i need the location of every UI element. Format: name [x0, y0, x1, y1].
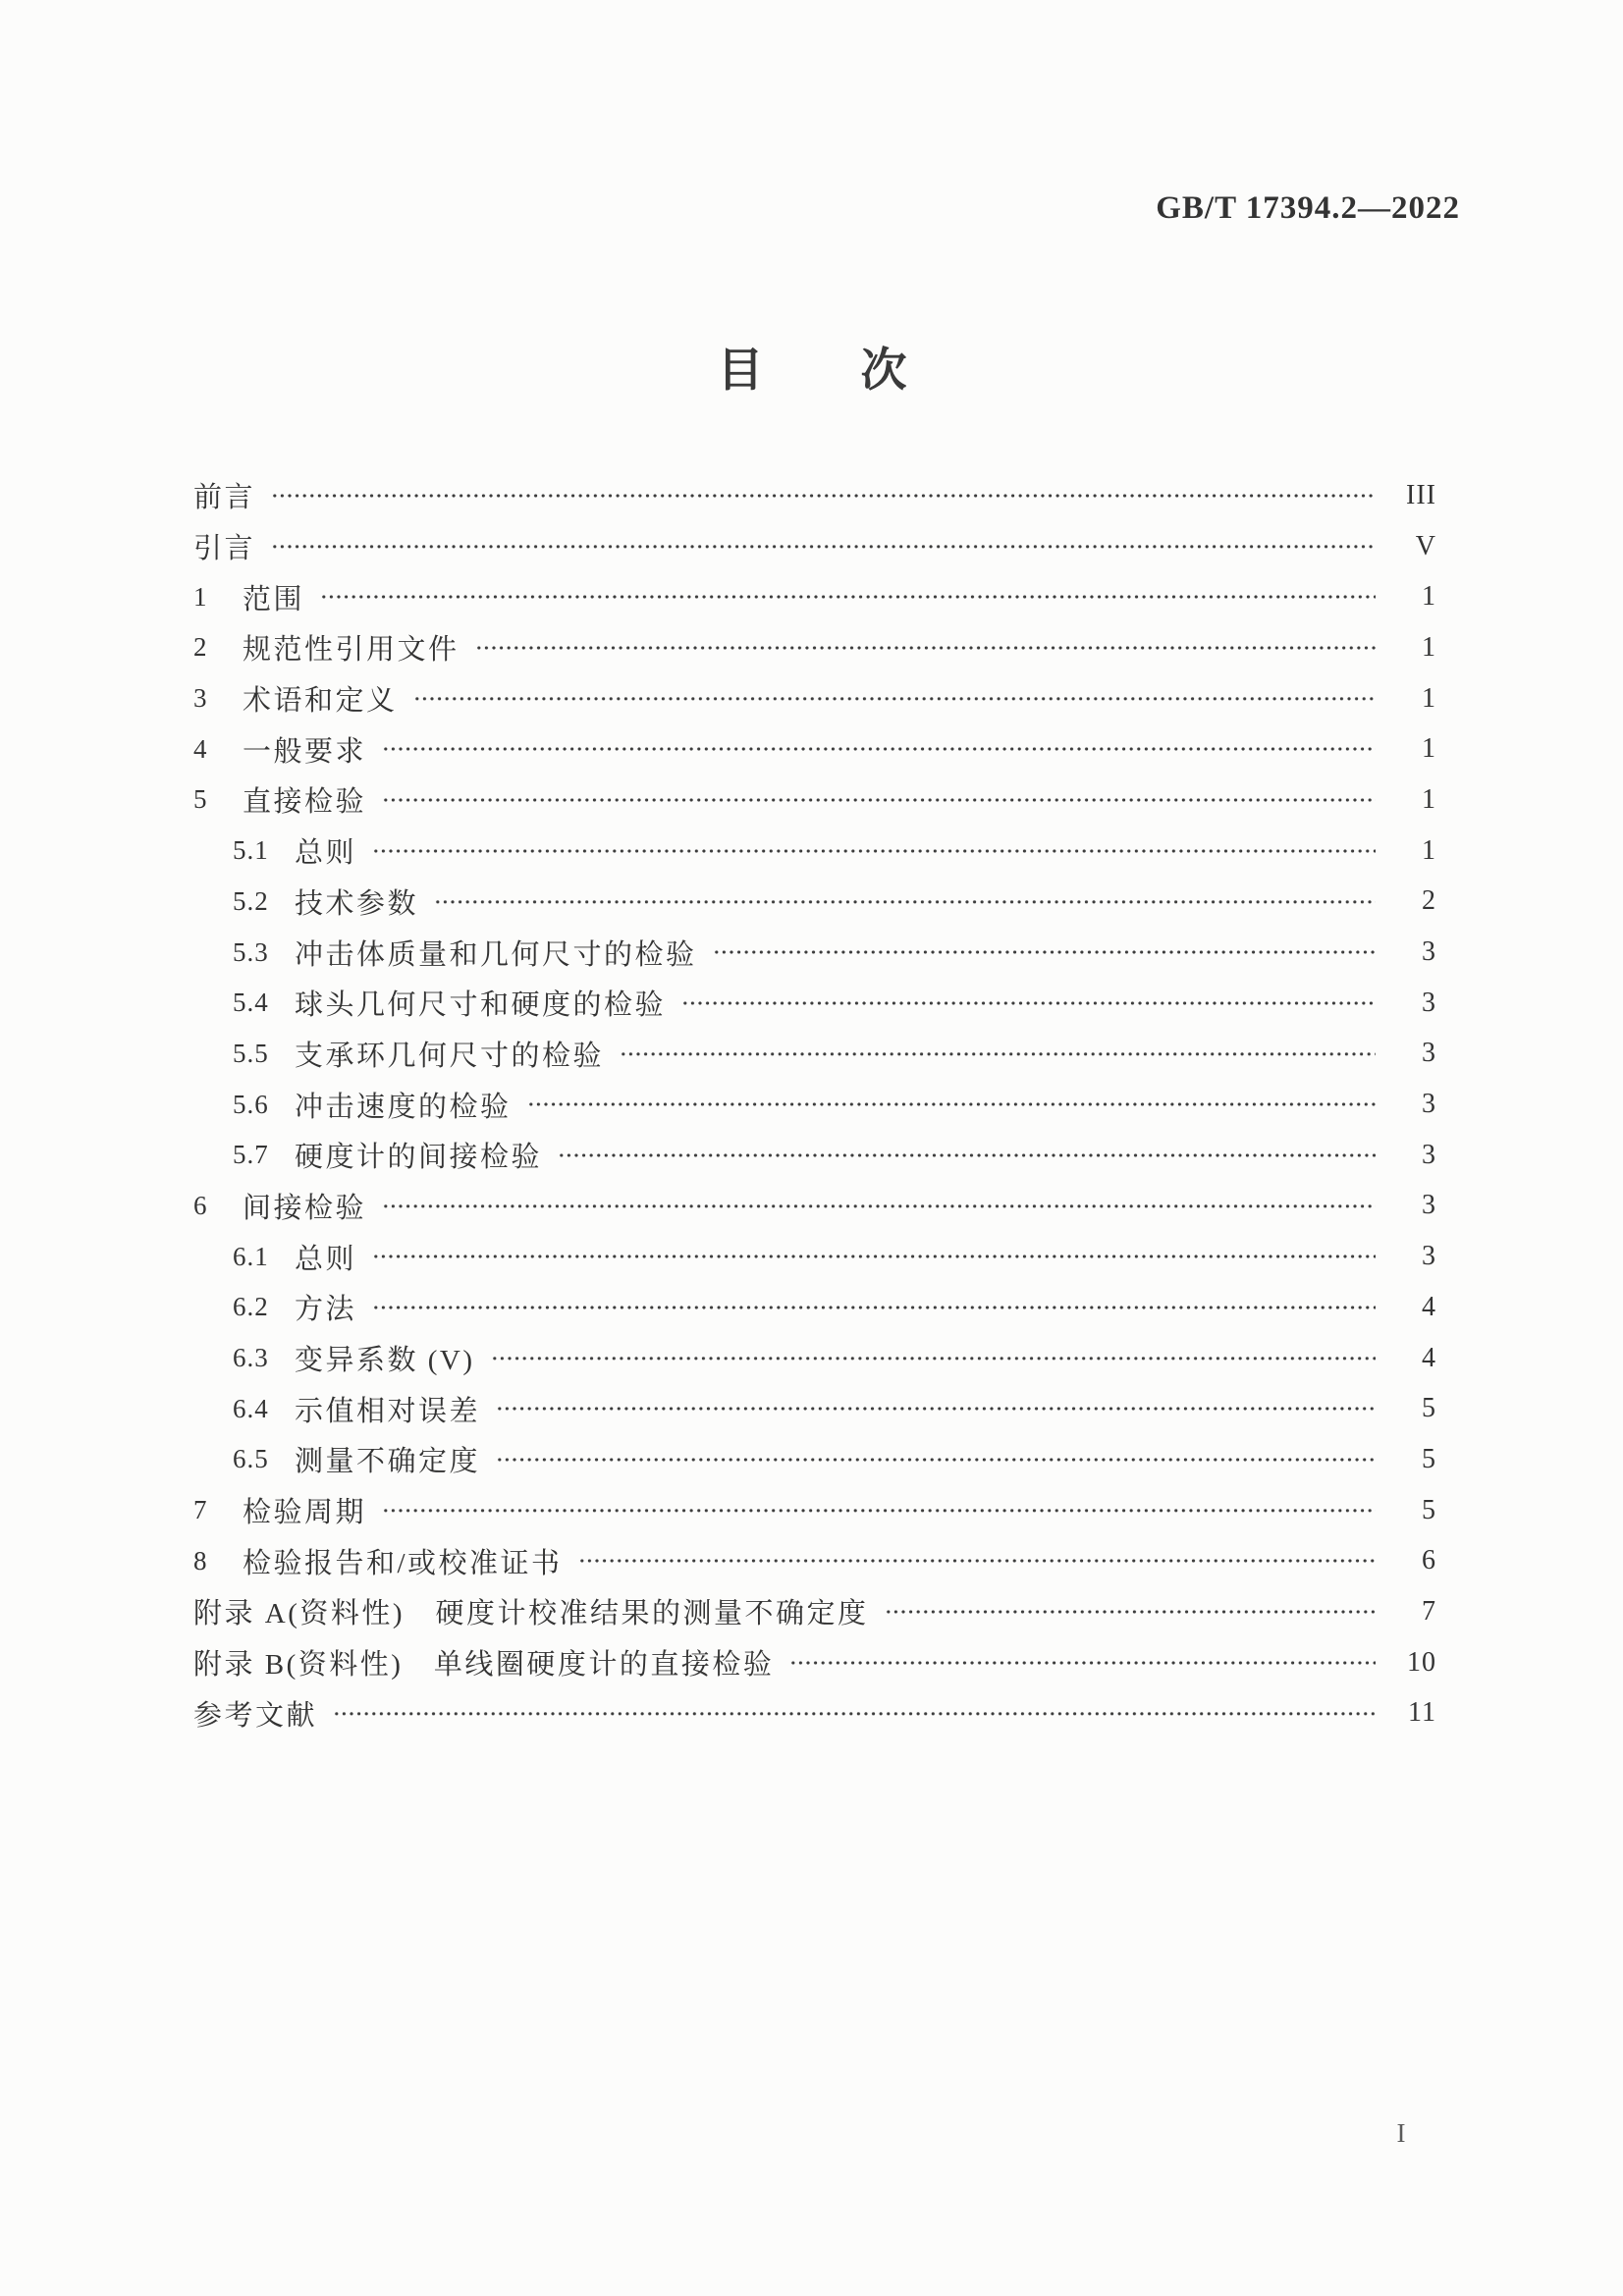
- toc-leader-dots: [413, 673, 1376, 724]
- toc-leader-dots: [434, 877, 1376, 928]
- toc-entry-number: 5.6: [233, 1089, 269, 1119]
- toc-entry: [193, 673, 1436, 724]
- toc-entry-label: 检验周期: [243, 1497, 367, 1529]
- toc-entry: [193, 1333, 1436, 1384]
- toc-entry-label: 冲击速度的检验: [295, 1091, 512, 1123]
- toc-entry-number: 5.1: [233, 835, 269, 866]
- toc-entry: [193, 470, 1436, 521]
- toc-entry: [193, 521, 1436, 572]
- toc-entry-label: 技术参数: [295, 887, 419, 920]
- toc-entry-number: 4: [193, 733, 208, 764]
- standard-number-header: GB/T 17394.2—2022: [1156, 190, 1460, 226]
- footer-page-number: I: [1396, 2118, 1406, 2148]
- toc-entry: [193, 1079, 1436, 1130]
- toc-page-number: 3: [1422, 1089, 1436, 1120]
- toc-entry-label: 附录 B(资料性) 单线圈硬度计的直接检验: [193, 1649, 775, 1682]
- toc-page-number: V: [1415, 530, 1436, 561]
- toc-leader-dots: [382, 723, 1376, 774]
- toc-entry-number: 6.5: [233, 1444, 269, 1474]
- toc-page-number: 3: [1422, 1139, 1436, 1170]
- toc-entry-number: 6.2: [233, 1292, 269, 1322]
- toc-entry-label: 变异系数 (V): [295, 1345, 475, 1377]
- toc-page-number: 2: [1422, 885, 1436, 917]
- toc-leader-dots: [475, 622, 1376, 673]
- toc-page-number: 7: [1422, 1595, 1436, 1627]
- toc-entry: [193, 1535, 1436, 1586]
- toc-entry: [193, 826, 1436, 877]
- toc-entry: [193, 1637, 1436, 1688]
- toc-entry: [193, 877, 1436, 928]
- toc-entry: [193, 1688, 1436, 1739]
- toc-entry: [193, 1434, 1436, 1485]
- toc-entry: [193, 1383, 1436, 1434]
- toc-leader-dots: [789, 1637, 1376, 1688]
- toc-entry-number: 1: [193, 581, 208, 612]
- toc-entry-number: 5.2: [233, 885, 269, 916]
- toc-entry-label: 示值相对误差: [295, 1395, 481, 1427]
- toc-leader-dots: [578, 1535, 1376, 1586]
- toc-page-number: III: [1406, 479, 1436, 510]
- toc-entry-label: 支承环几何尺寸的检验: [295, 1040, 605, 1072]
- toc-page-number: 4: [1422, 1342, 1436, 1373]
- toc-entry: [193, 1029, 1436, 1080]
- toc-page-number: 3: [1422, 1190, 1436, 1221]
- toc-entry: [193, 1485, 1436, 1536]
- toc-entry-label: 间接检验: [243, 1192, 367, 1224]
- toc-leader-dots: [558, 1130, 1376, 1181]
- toc-page-number: 3: [1422, 1241, 1436, 1272]
- toc-entry-label: 总则: [295, 1243, 357, 1275]
- toc-entry-label: 方法: [295, 1294, 357, 1326]
- toc-page-number: 5: [1422, 1443, 1436, 1474]
- toc-entry-number: 5.5: [233, 1038, 269, 1068]
- toc-page-number: 3: [1422, 987, 1436, 1018]
- toc-entry-label: 引言: [193, 533, 256, 565]
- toc-entry-label: 直接检验: [243, 786, 367, 819]
- toc-entry-label: 范围: [243, 583, 305, 615]
- toc-list: [193, 470, 1436, 1738]
- toc-leader-dots: [713, 927, 1376, 978]
- toc-leader-dots: [333, 1688, 1376, 1739]
- toc-leader-dots: [372, 1282, 1376, 1333]
- toc-entry-label: 附录 A(资料性) 硬度计校准结果的测量不确定度: [193, 1598, 869, 1630]
- toc-title: 目 次: [717, 346, 933, 397]
- toc-leader-dots: [271, 470, 1376, 521]
- toc-page-number: 1: [1422, 783, 1436, 815]
- toc-entry: [193, 1231, 1436, 1282]
- toc-page-number: 5: [1422, 1393, 1436, 1424]
- toc-entry-number: 2: [193, 632, 208, 663]
- toc-leader-dots: [382, 1181, 1376, 1232]
- toc-entry: [193, 1130, 1436, 1181]
- toc-entry-label: 参考文献: [193, 1699, 318, 1732]
- toc-page-number: 4: [1422, 1291, 1436, 1322]
- toc-entry: [193, 1282, 1436, 1333]
- toc-page-number: 1: [1422, 581, 1436, 613]
- toc-leader-dots: [382, 1485, 1376, 1536]
- toc-leader-dots: [382, 774, 1376, 826]
- toc-entry-label: 测量不确定度: [295, 1446, 481, 1478]
- toc-entry-number: 5.3: [233, 936, 269, 967]
- toc-entry-label: 前言: [193, 482, 256, 514]
- toc-leader-dots: [491, 1333, 1376, 1384]
- toc-page-number: 10: [1407, 1646, 1436, 1678]
- toc-entry-label: 术语和定义: [243, 685, 398, 718]
- toc-leader-dots: [496, 1434, 1376, 1485]
- toc-leader-dots: [496, 1383, 1376, 1434]
- toc-entry-number: 6: [193, 1190, 208, 1220]
- toc-page-number: 1: [1422, 682, 1436, 714]
- toc-leader-dots: [320, 571, 1376, 622]
- toc-page-number: 6: [1422, 1545, 1436, 1576]
- toc-entry-number: 5: [193, 784, 208, 815]
- toc-entry: [193, 571, 1436, 622]
- toc-page-number: 1: [1422, 733, 1436, 765]
- toc-leader-dots: [620, 1029, 1376, 1080]
- toc-leader-dots: [372, 826, 1376, 877]
- toc-entry: [193, 1181, 1436, 1232]
- toc-entry-label: 检验报告和/或校准证书: [243, 1547, 563, 1579]
- toc-page-number: 1: [1422, 631, 1436, 663]
- toc-entry: [193, 774, 1436, 826]
- toc-entry-label: 硬度计的间接检验: [295, 1142, 543, 1174]
- toc-leader-dots: [681, 978, 1376, 1029]
- toc-leader-dots: [372, 1231, 1376, 1282]
- toc-entry-label: 一般要求: [243, 735, 367, 768]
- toc-entry: [193, 723, 1436, 774]
- toc-entry-number: 7: [193, 1495, 208, 1525]
- toc-entry: [193, 927, 1436, 978]
- toc-entry-number: 6.4: [233, 1393, 269, 1423]
- toc-page-number: 1: [1422, 834, 1436, 866]
- toc-entry-number: 5.4: [233, 988, 269, 1018]
- toc-entry-number: 6.3: [233, 1343, 269, 1373]
- toc-entry-number: 8: [193, 1545, 208, 1575]
- toc-entry-number: 5.7: [233, 1140, 269, 1170]
- toc-page-number: 3: [1422, 936, 1436, 968]
- toc-entry-number: 3: [193, 683, 208, 714]
- toc-entry-number: 6.1: [233, 1241, 269, 1271]
- toc-page-number: 3: [1422, 1038, 1436, 1069]
- toc-entry-label: 总则: [295, 837, 357, 870]
- toc-entry: [193, 978, 1436, 1029]
- toc-leader-dots: [271, 521, 1376, 572]
- toc-leader-dots: [527, 1079, 1376, 1130]
- toc-page-number: 5: [1422, 1494, 1436, 1525]
- toc-entry-label: 冲击体质量和几何尺寸的检验: [295, 938, 697, 971]
- toc-entry: [193, 622, 1436, 673]
- toc-leader-dots: [885, 1586, 1376, 1637]
- toc-entry: [193, 1586, 1436, 1637]
- toc-entry-label: 球头几何尺寸和硬度的检验: [295, 989, 667, 1022]
- toc-page-number: 11: [1408, 1697, 1436, 1729]
- toc-entry-label: 规范性引用文件: [243, 634, 460, 667]
